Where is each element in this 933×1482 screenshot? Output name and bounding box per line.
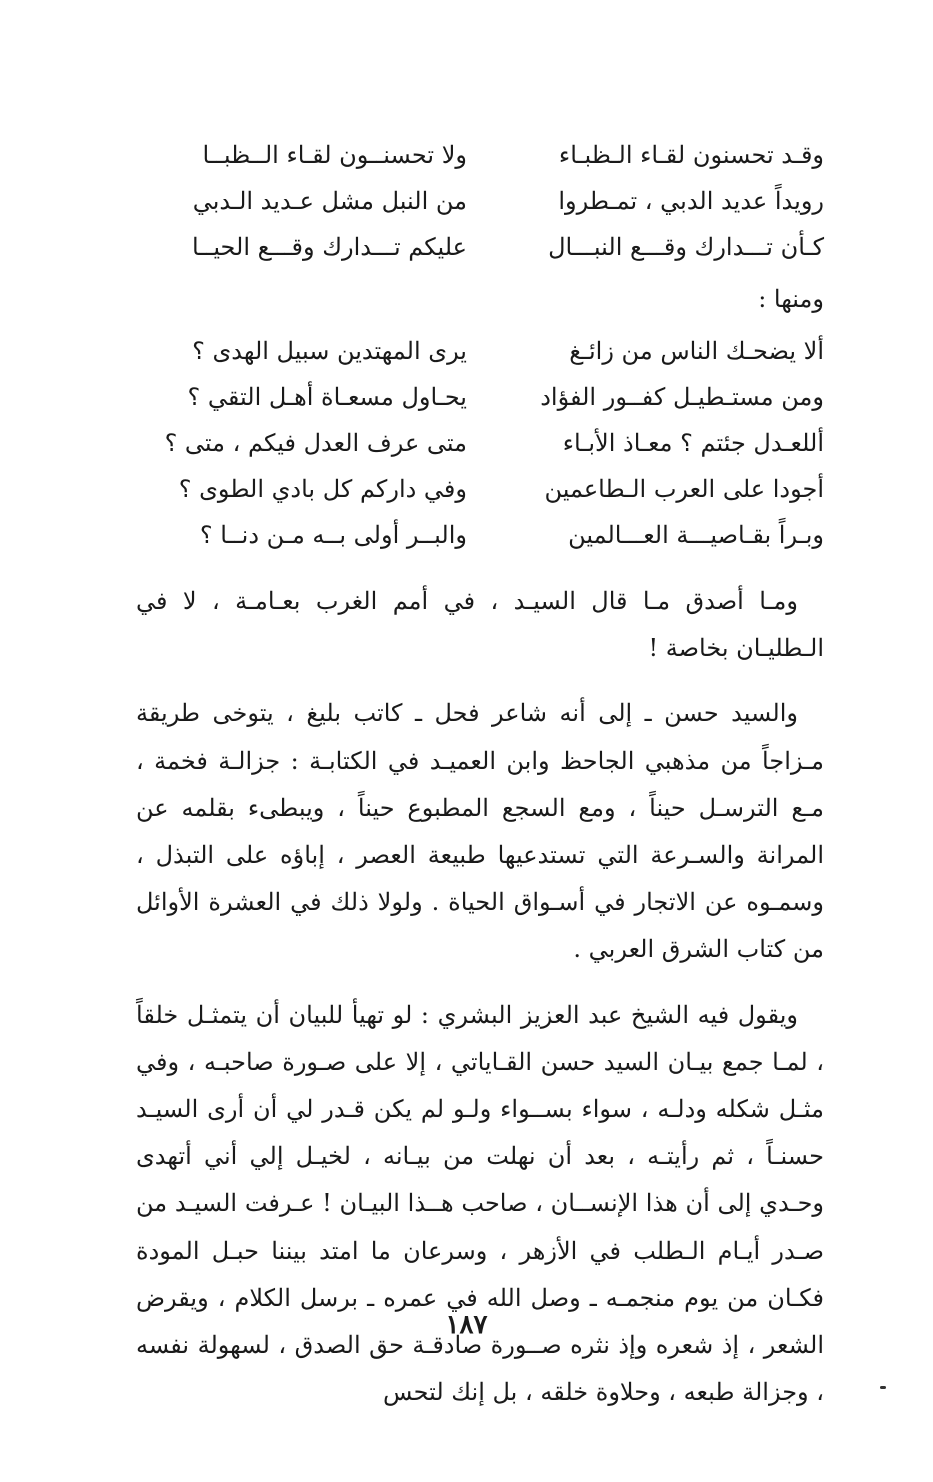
verse-line [136,374,824,420]
verse-second-hemistich: يرى المهتدين سبيل الهدى ؟ [192,337,467,365]
verse-line [136,328,824,374]
poem-section [136,132,824,558]
paragraph: والسيد حسن ـ إلى أنه شاعر فحل ـ كاتب بليغ ، يتوخى طريقة مـزاجاً من مذهبي الجاحظ وابن العميـد في الكتابـة : جزالـة فخمة ، مـع الترسـل حيناً ، ومع السجع المطبوع حيناً ، ويبطىء بقلمه عن المرانة والسـرعة التي تستدعيها طبيعة العصر ، إباؤه على التبذل ، وسمـوه عن الاتجار في أسـواق الحياة . ولولا ذلك في العشرة الأوائل من كتاب الشرق العربي . [136,699,824,964]
verse-first-hemistich: أللعـدل جئتم ؟ معـاذ الأبـاء [562,429,824,457]
verse-first-hemistich: ألا يضحـك الناس من زائـغ [569,337,824,365]
prose-section [136,578,824,1416]
verse-first-hemistich: وقـد تحسنون لقـاء الـظبـاء [558,141,824,169]
verse-second-hemistich: من النبل مشل عـديد الـدبي [192,187,467,215]
verse-line [136,224,824,270]
verse-second-hemistich: عليكم تـــدارك وقـــع الحيــا [191,233,467,261]
page-number: ١٨٧ [445,1310,488,1340]
verse-first-hemistich: أجودا على العرب الـطاعمين [544,475,824,503]
verse-first-hemistich: كـأن تـــدارك وقـــع النبـــال [548,233,824,261]
verse-line [136,466,824,512]
verse-line [136,132,824,178]
verse-second-hemistich: يحـاول مسعـاة أهـل التقي ؟ [187,383,467,411]
verse-line [136,178,824,224]
verse-line [136,420,824,466]
paragraph: ويقول فيه الشيخ عبد العزيز البشري : لو تهيأ للبيان أن يتمثـل خلقاً ، لمـا جمع بيـان السيد حسن القـاياتي ، إلا على صـورة صاحبـه ، وفي مثـل شكله ودلـه ، سواء بســواء ولـو لم يكن قـدر لي أن أرى السيـد حسنـاً ، ثم رأيتـه ، بعد أن نهلت من بيـانه ، لخيـل إلي أني أتهدى وحـدي إلى أن هذا الإنســان ، صاحب هــذا البيـان ! عـرفت السيـد من صـدر أيـام الـطلب في الأزهر ، وسرعان ما امتد بيننا حبـل المودة فكـان من يوم منجمـه ـ وصل الله في عمره ـ برسل الكلام ، ويقرض الشعر ، إذ شعره وإذ نثره صــورة صادقـة حق الصدق ، لسهولة نفسه ، وجزالة طبعه ، وحلاوة خلقه ، بل إنك لتحس [136,1000,825,1407]
verse-line [136,512,824,558]
verse-first-hemistich: وبـراً بقـاصيـــة العـــالمين [568,521,824,549]
verse-second-hemistich: والبــر أولى بــه مـن دنــا ؟ [199,521,467,549]
verse-second-hemistich: متى عرف العدل فيكم ، متى ؟ [164,429,467,457]
verse-first-hemistich: ومن مستـطيـل كفــور الفؤاد [540,383,824,411]
section-label: ومنها : [758,285,824,313]
verse-first-hemistich: رويداً عديد الدبي ، تمـطروا [558,187,824,215]
scan-speck [880,1386,886,1389]
verse-second-hemistich: ولا تحسنــون لقـاء الــظبــا [202,141,467,169]
paragraph: ومـا أصدق مـا قال السيـد ، في أمم الغرب بعـامـة ، لا في الـطليـان بخاصة ! [136,587,824,663]
verse-second-hemistich: وفي داركم كل بادي الطوى ؟ [178,475,467,503]
